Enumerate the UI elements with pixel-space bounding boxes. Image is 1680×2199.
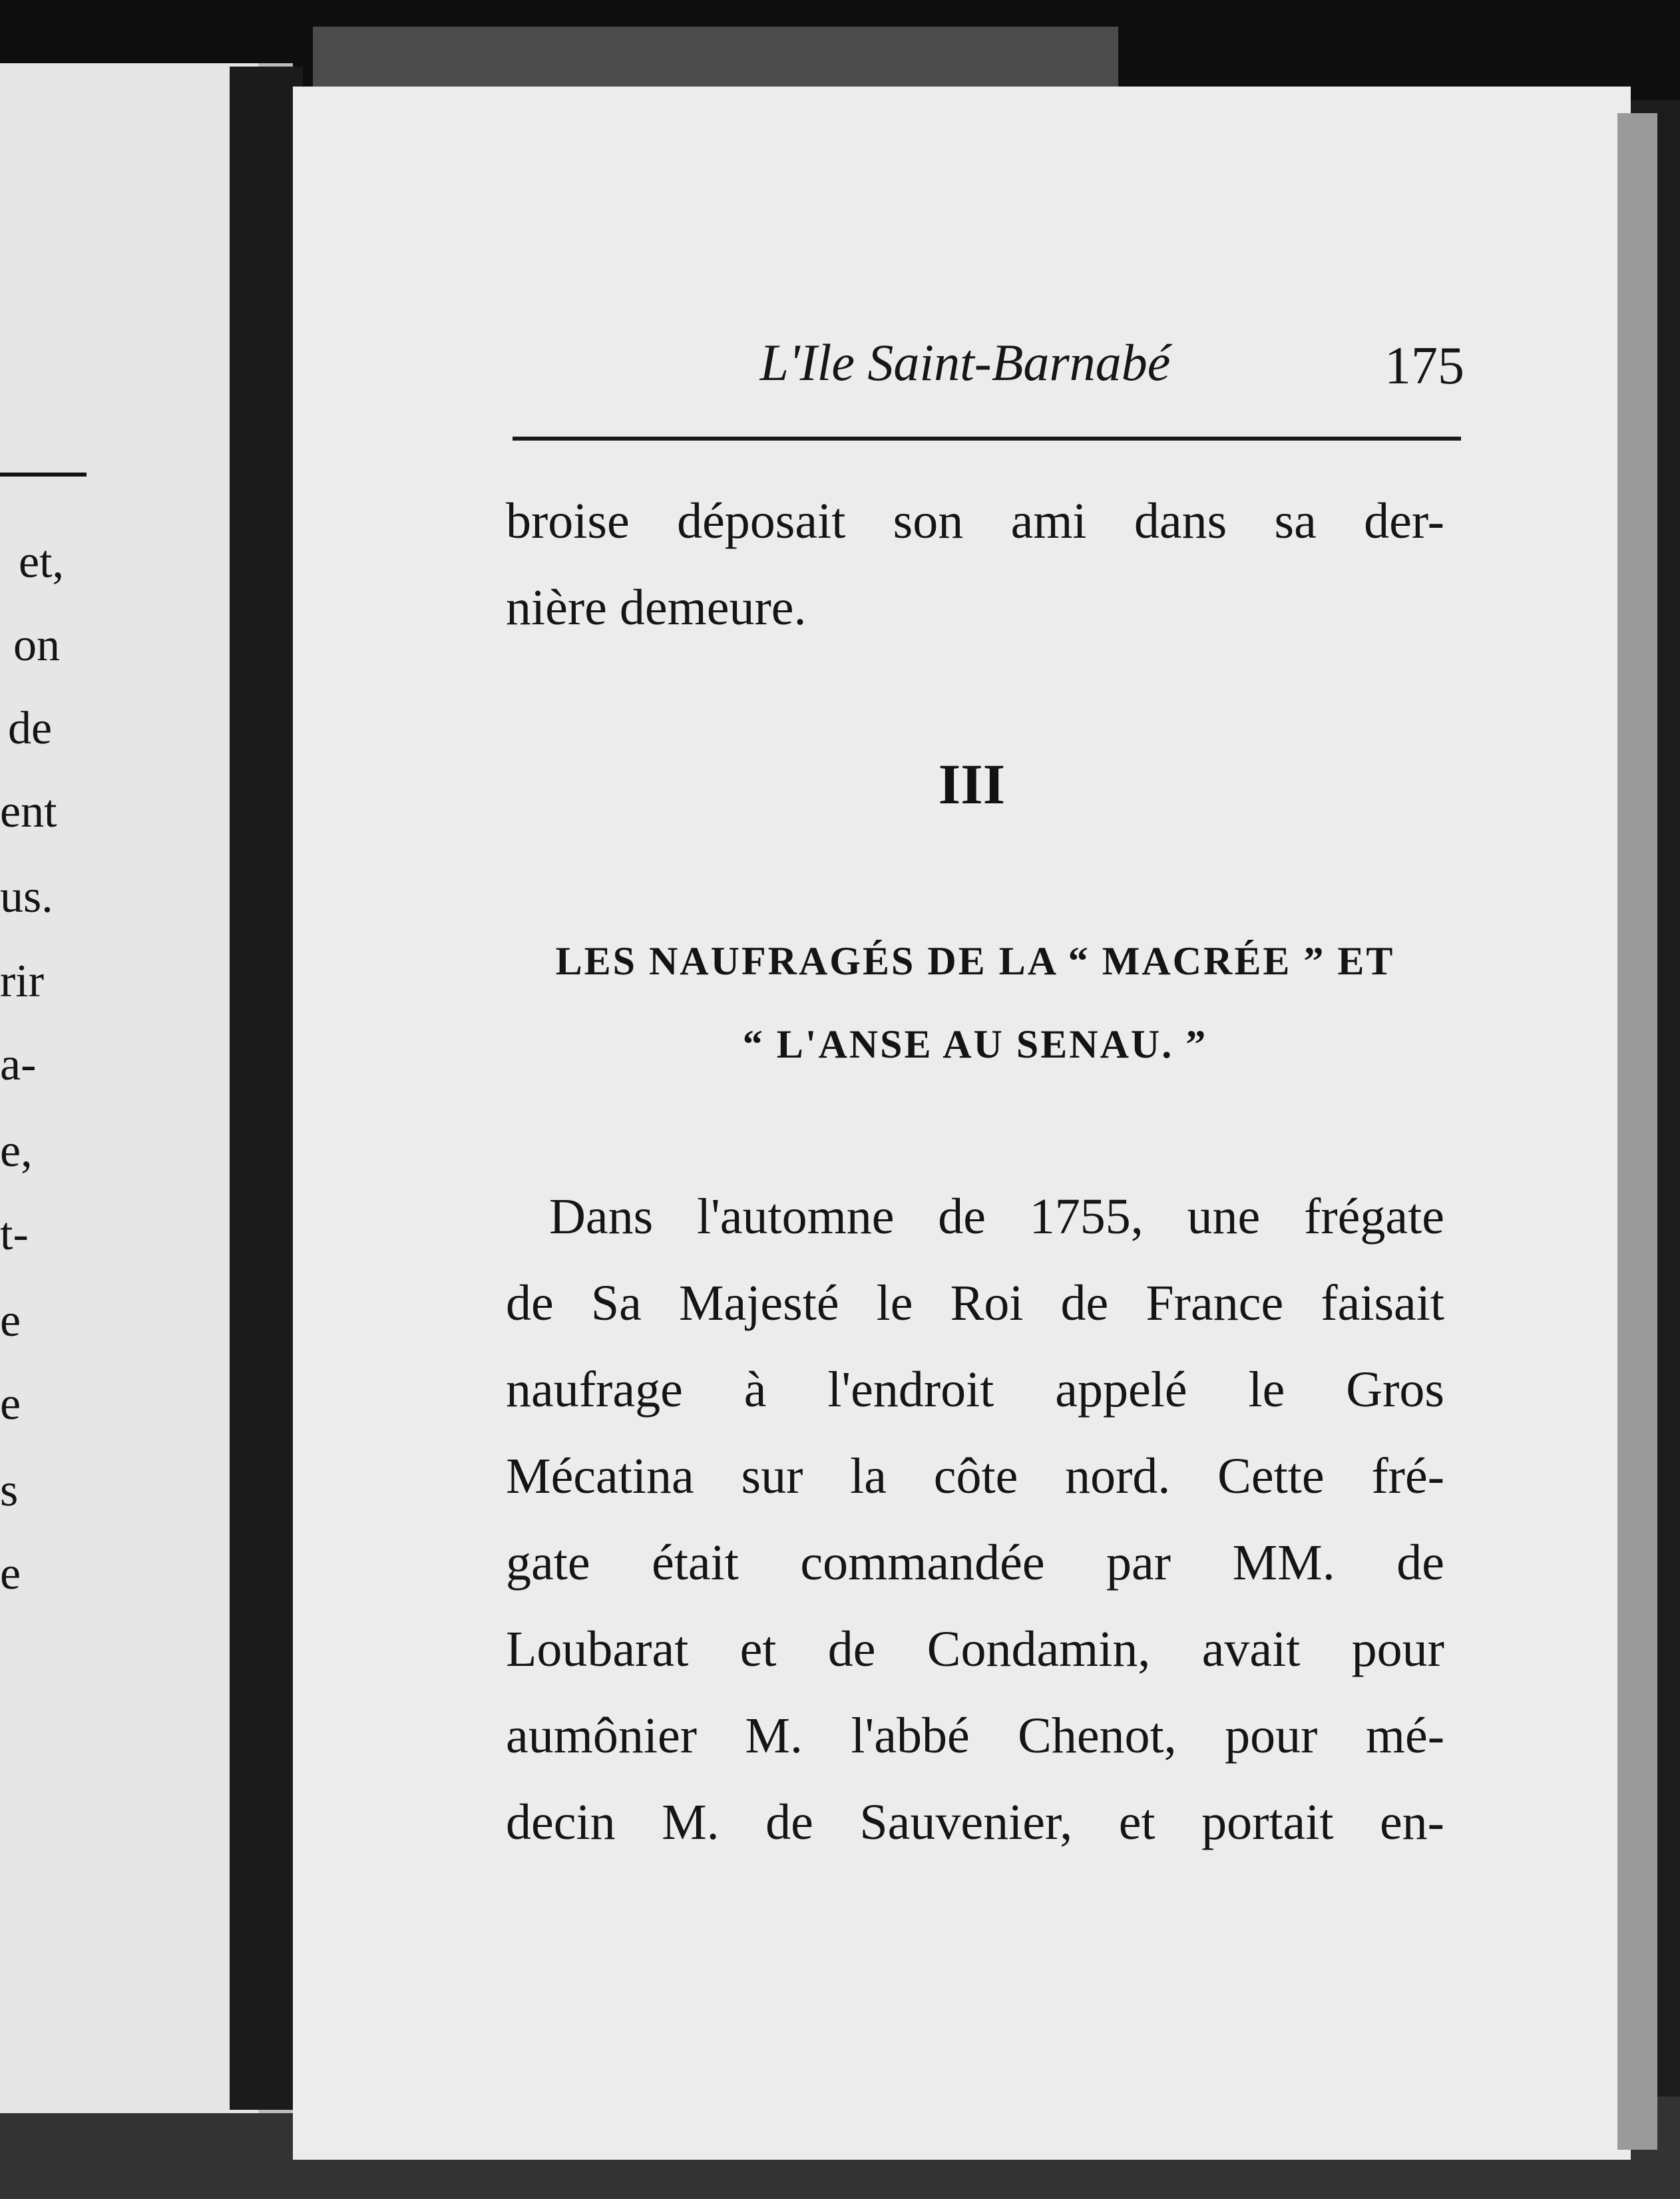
text-line: nière demeure. xyxy=(506,580,807,636)
left-page-fragment: s xyxy=(0,1465,19,1516)
left-page-fragment: e xyxy=(0,1378,21,1430)
page-number: 175 xyxy=(1384,337,1464,395)
left-page-fragment: e xyxy=(0,1548,21,1599)
paragraph-line: Dans l'automne de 1755, une frégate xyxy=(549,1189,1444,1245)
header-rule xyxy=(513,437,1461,441)
left-page-fragment: t- xyxy=(0,1209,29,1260)
paragraph-line: naufrage à l'endroit appelé le Gros xyxy=(506,1362,1444,1418)
left-page-fragment: a- xyxy=(0,1039,37,1090)
left-page-fragment: et, xyxy=(19,536,65,588)
running-head: L'Ile Saint-Barnabé xyxy=(759,333,1171,391)
left-page-rule xyxy=(0,473,87,477)
left-page-fragment: e xyxy=(0,1295,21,1346)
left-page-fragment: rir xyxy=(0,956,45,1007)
paragraph-line: aumônier M. l'abbé Chenot, pour mé- xyxy=(506,1708,1444,1764)
paragraph-line: Loubarat et de Condamin, avait pour xyxy=(506,1621,1444,1677)
left-page-fragment: e, xyxy=(0,1125,33,1177)
left-page-fragment: on xyxy=(13,620,60,671)
left-page-fragment: de xyxy=(8,703,53,754)
paragraph-line: gate était commandée par MM. de xyxy=(506,1535,1444,1591)
section-title-line: LES NAUFRAGÉS DE LA “ MACRÉE ” ET xyxy=(555,939,1395,983)
text-line: broise déposait son ami dans sa der- xyxy=(506,493,1444,549)
section-title-line: “ L'ANSE AU SENAU. ” xyxy=(742,1022,1208,1066)
left-page-fragment: us. xyxy=(0,871,53,922)
left-page-fragment: ent xyxy=(0,786,57,837)
right-page-edge xyxy=(1617,113,1657,2150)
book-gutter xyxy=(230,67,303,2110)
paragraph-line: Mécatina sur la côte nord. Cette fré- xyxy=(506,1448,1444,1504)
section-number: III xyxy=(938,752,1006,816)
paragraph-line: decin M. de Sauvenier, et portait en- xyxy=(506,1794,1444,1850)
paragraph-line: de Sa Majesté le Roi de France faisait xyxy=(506,1275,1444,1331)
